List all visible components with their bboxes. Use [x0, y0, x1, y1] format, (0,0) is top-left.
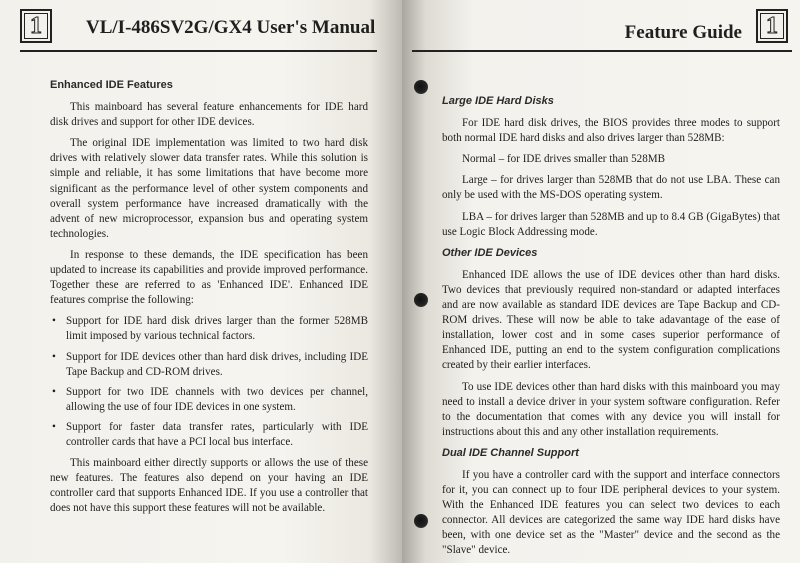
right-page-content: [442, 90, 780, 563]
section-heading: Other IDE Devices: [442, 246, 538, 259]
section-heading: Large IDE Hard Disks: [442, 95, 554, 107]
section-large-ide: [442, 94, 780, 240]
paragraph: Normal – for IDE drives smaller than 528MB: [462, 153, 666, 166]
paragraph: Enhanced IDE allows the use of IDE devices other than hard disks. Two devices that previously required non-standard or adapted interfaces and are now available as standard IDE devices are Tape Backup and CD-ROM drives. These will now be able to take adavantage of the ease of installation, lower cost and in some cases superior performance of Enhanced IDE, putting an end to the system configuration complications created by their earlier interfaces.: [442, 268, 780, 372]
binder-hole-icon: [414, 80, 428, 94]
feature-bullet-list: [50, 314, 368, 450]
section-other-ide: [442, 246, 780, 440]
paragraph: The original IDE implementation was limited to two hard disk drives with relatively slower data transfer rates. While this solution is simple and reliable, it has some limitations that have become more significant as the performance level of other system components and overall system performance have increased dramatically with the advent of new microprocessor, expansion bus and operating system technologies.: [50, 137, 368, 240]
bullet-item: • Support for faster data transfer rates, particularly with IDE controller cards that have a PCI local bus interface.: [66, 420, 368, 450]
paragraph: In response to these demands, the IDE specification has been updated to increase its capabilities and provide improved performance. Together these are referred to as 'Enhanced IDE'. Enhanced IDE features comprise the following:: [50, 248, 368, 307]
bullet-item: • Support for IDE devices other than hard disk drives, including IDE Tape Backup and CD-ROM drives.: [66, 350, 368, 380]
paragraph: This mainboard has several feature enhancements for IDE hard disk drives and support for other IDE devices.: [50, 101, 368, 129]
paragraph: Large – for drives larger than 528MB that do not use LBA. These can only be used with the MS-DOS operating system.: [442, 174, 780, 202]
paragraph: For IDE hard disk drives, the BIOS provides three modes to support both normal IDE hard disks and also drives larger than 528MB:: [442, 117, 780, 145]
paragraph: If you have a controller card with the support and interface connectors for it, you can connect up to four IDE peripheral devices to your system. With the Enhanced IDE features you can select two devices to each connector. All devices are categorized the same way IDE hard disks have been, with one device set as the "Master" device and the second as the "Slave" device.: [442, 468, 780, 557]
left-page-content: [50, 78, 368, 522]
right-chapter-box: [756, 9, 788, 43]
binder-hole-icon: [414, 293, 428, 307]
bullet-item: • Support for IDE hard disk drives larger than the former 528MB limit imposed by various technical factors.: [66, 314, 368, 344]
manual-title: VL/I-486SV2G/GX4 User's Manual: [86, 17, 376, 38]
paragraph: LBA – for drives larger than 528MB and up to 8.4 GB (GigaBytes) that use Logic Block Addressing mode.: [442, 210, 780, 238]
left-chapter-box: [20, 9, 52, 43]
enhanced-ide-heading: Enhanced IDE Features: [50, 79, 173, 91]
section-dual-ide: [442, 446, 780, 559]
paragraph: To use IDE devices other than hard disks with this mainboard you may need to install a device driver in your system software configuration. Refer to the documentation that comes with any device you will install for instructions about this and any other installation requirements.: [442, 380, 780, 438]
binder-hole-icon: [414, 514, 428, 528]
section-heading: Dual IDE Channel Support: [442, 446, 579, 459]
left-chapter-number: 1: [30, 13, 42, 39]
right-page: [402, 0, 800, 563]
bullet-item: • Support for two IDE channels with two devices per channel, allowing the use of four IDE devices in one system.: [66, 385, 368, 415]
paragraph: This mainboard either directly supports or allows the use of these new features. The features also depend on your having an IDE controller card that supports Enhanced IDE. If you use a controller that does not have this support these features will not be available.: [50, 457, 368, 515]
right-chapter-number: 1: [766, 13, 778, 39]
section-title: Feature Guide: [624, 22, 742, 43]
